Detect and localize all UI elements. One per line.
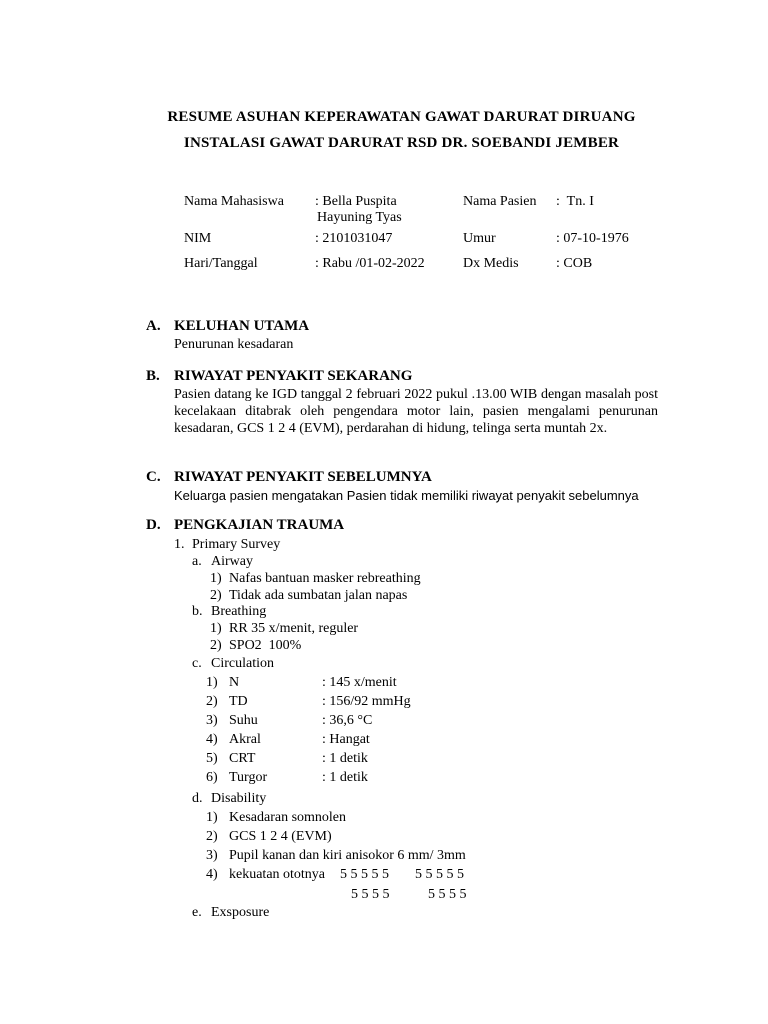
section-a-letter: A. — [146, 318, 161, 334]
circulation-item-label: Suhu — [229, 713, 258, 728]
circulation-item-number: 5) — [206, 751, 218, 766]
nim-value: : 2101031047 — [315, 231, 393, 246]
primary-survey-number: 1. — [174, 537, 185, 552]
circulation-letter: c. — [192, 656, 202, 671]
disability-item-number: 4) — [206, 867, 218, 882]
section-a-text: Penurunan kesadaran — [174, 337, 294, 352]
circulation-item-value: : 1 detik — [322, 751, 368, 766]
disability-item-number: 1) — [206, 810, 218, 825]
airway-item-text: Tidak ada sumbatan jalan napas — [229, 588, 408, 603]
disability-label: Disability — [211, 791, 267, 806]
disability-letter: d. — [192, 791, 203, 806]
circulation-item-label: TD — [229, 694, 248, 709]
disability-item-number: 3) — [206, 848, 218, 863]
section-d-title: PENGKAJIAN TRAUMA — [174, 517, 345, 533]
nama-pasien-value: : Tn. I — [556, 194, 594, 209]
circulation-item-number: 1) — [206, 675, 218, 690]
section-c-title: RIWAYAT PENYAKIT SEBELUMNYA — [174, 469, 432, 485]
breathing-letter: b. — [192, 604, 203, 619]
document-title-line-2: INSTALASI GAWAT DARURAT RSD DR. SOEBANDI JEMBER — [183, 135, 620, 151]
dx-medis-value: : COB — [556, 256, 593, 271]
disability-item-text: Pupil kanan dan kiri anisokor 6 mm/ 3mm — [229, 848, 466, 863]
exposure-letter: e. — [192, 905, 202, 920]
circulation-item-number: 2) — [206, 694, 218, 709]
circulation-item-number: 4) — [206, 732, 218, 747]
circulation-item-label: Akral — [229, 732, 261, 747]
section-d-heading — [146, 517, 344, 534]
exposure-label: Exsposure — [211, 905, 270, 920]
airway-item-text: Nafas bantuan masker rebreathing — [229, 571, 421, 586]
umur-value: : 07-10-1976 — [556, 231, 629, 246]
section-b-text: Pasien datang ke IGD tanggal 2 februari 2022 pukul .13.00 WIB dengan masalah post kecelakaan ditabrak oleh pengendara motor lain, pasien mengalami penurunan kesadaran, GCS 1 2 4 (EVM), perdarahan di hidung, telinga serta muntah 2x. — [174, 387, 658, 436]
airway-label: Airway — [211, 554, 253, 569]
document-title-line-1: RESUME ASUHAN KEPERAWATAN GAWAT DARURAT DIRUANG — [167, 109, 636, 125]
dx-medis-label: Dx Medis — [463, 256, 519, 271]
section-c-letter: C. — [146, 469, 161, 485]
circulation-item-value: : 36,6 °C — [322, 713, 373, 728]
circulation-item-label: Turgor — [229, 770, 268, 785]
nama-mahasiswa-value: : Bella Puspita — [315, 194, 397, 209]
disability-item-text: Kesadaran somnolen — [229, 810, 347, 825]
airway-item-number: 2) — [210, 588, 222, 603]
hari-tanggal-value: : Rabu /01-02-2022 — [315, 256, 425, 271]
nama-pasien-label: Nama Pasien — [463, 194, 537, 209]
circulation-item-value: : Hangat — [322, 732, 370, 747]
primary-survey-label: Primary Survey — [192, 537, 281, 552]
nama-mahasiswa-label: Nama Mahasiswa — [184, 194, 284, 209]
muscle-strength-upper-right: 5 5 5 5 5 — [415, 867, 464, 882]
breathing-item-text: SPO2 100% — [229, 638, 302, 653]
section-b-title: RIWAYAT PENYAKIT SEKARANG — [174, 368, 413, 384]
breathing-item-number: 2) — [210, 638, 222, 653]
section-c-text: Keluarga pasien mengatakan Pasien tidak memiliki riwayat penyakit sebelumnya — [174, 488, 639, 503]
breathing-item-number: 1) — [210, 621, 222, 636]
section-a-heading — [146, 318, 309, 335]
airway-item-number: 1) — [210, 571, 222, 586]
section-c-heading — [146, 469, 432, 486]
disability-item-text: GCS 1 2 4 (EVM) — [229, 829, 332, 844]
circulation-label: Circulation — [211, 656, 274, 671]
circulation-item-label: N — [229, 675, 240, 690]
disability-item-number: 2) — [206, 829, 218, 844]
circulation-item-value: : 156/92 mmHg — [322, 694, 411, 709]
circulation-item-value: : 1 detik — [322, 770, 368, 785]
section-d-letter: D. — [146, 517, 161, 533]
breathing-item-text: RR 35 x/menit, reguler — [229, 621, 359, 636]
umur-label: Umur — [463, 231, 496, 246]
circulation-item-value: : 145 x/menit — [322, 675, 397, 690]
section-b-letter: B. — [146, 368, 160, 384]
muscle-strength-lower-left: 5 5 5 5 — [351, 887, 390, 902]
muscle-strength-lower-right: 5 5 5 5 — [428, 887, 467, 902]
circulation-item-label: CRT — [229, 751, 256, 766]
disability-item-text: kekuatan ototnya — [229, 867, 326, 882]
nama-mahasiswa-value-line-2: Hayuning Tyas — [317, 210, 402, 225]
nim-label: NIM — [184, 231, 212, 246]
muscle-strength-upper-left: 5 5 5 5 5 — [340, 867, 389, 882]
section-a-title: KELUHAN UTAMA — [174, 318, 310, 334]
airway-letter: a. — [192, 554, 202, 569]
section-b-heading — [146, 368, 412, 385]
breathing-label: Breathing — [211, 604, 267, 619]
circulation-item-number: 3) — [206, 713, 218, 728]
circulation-item-number: 6) — [206, 770, 218, 785]
hari-tanggal-label: Hari/Tanggal — [184, 256, 258, 271]
